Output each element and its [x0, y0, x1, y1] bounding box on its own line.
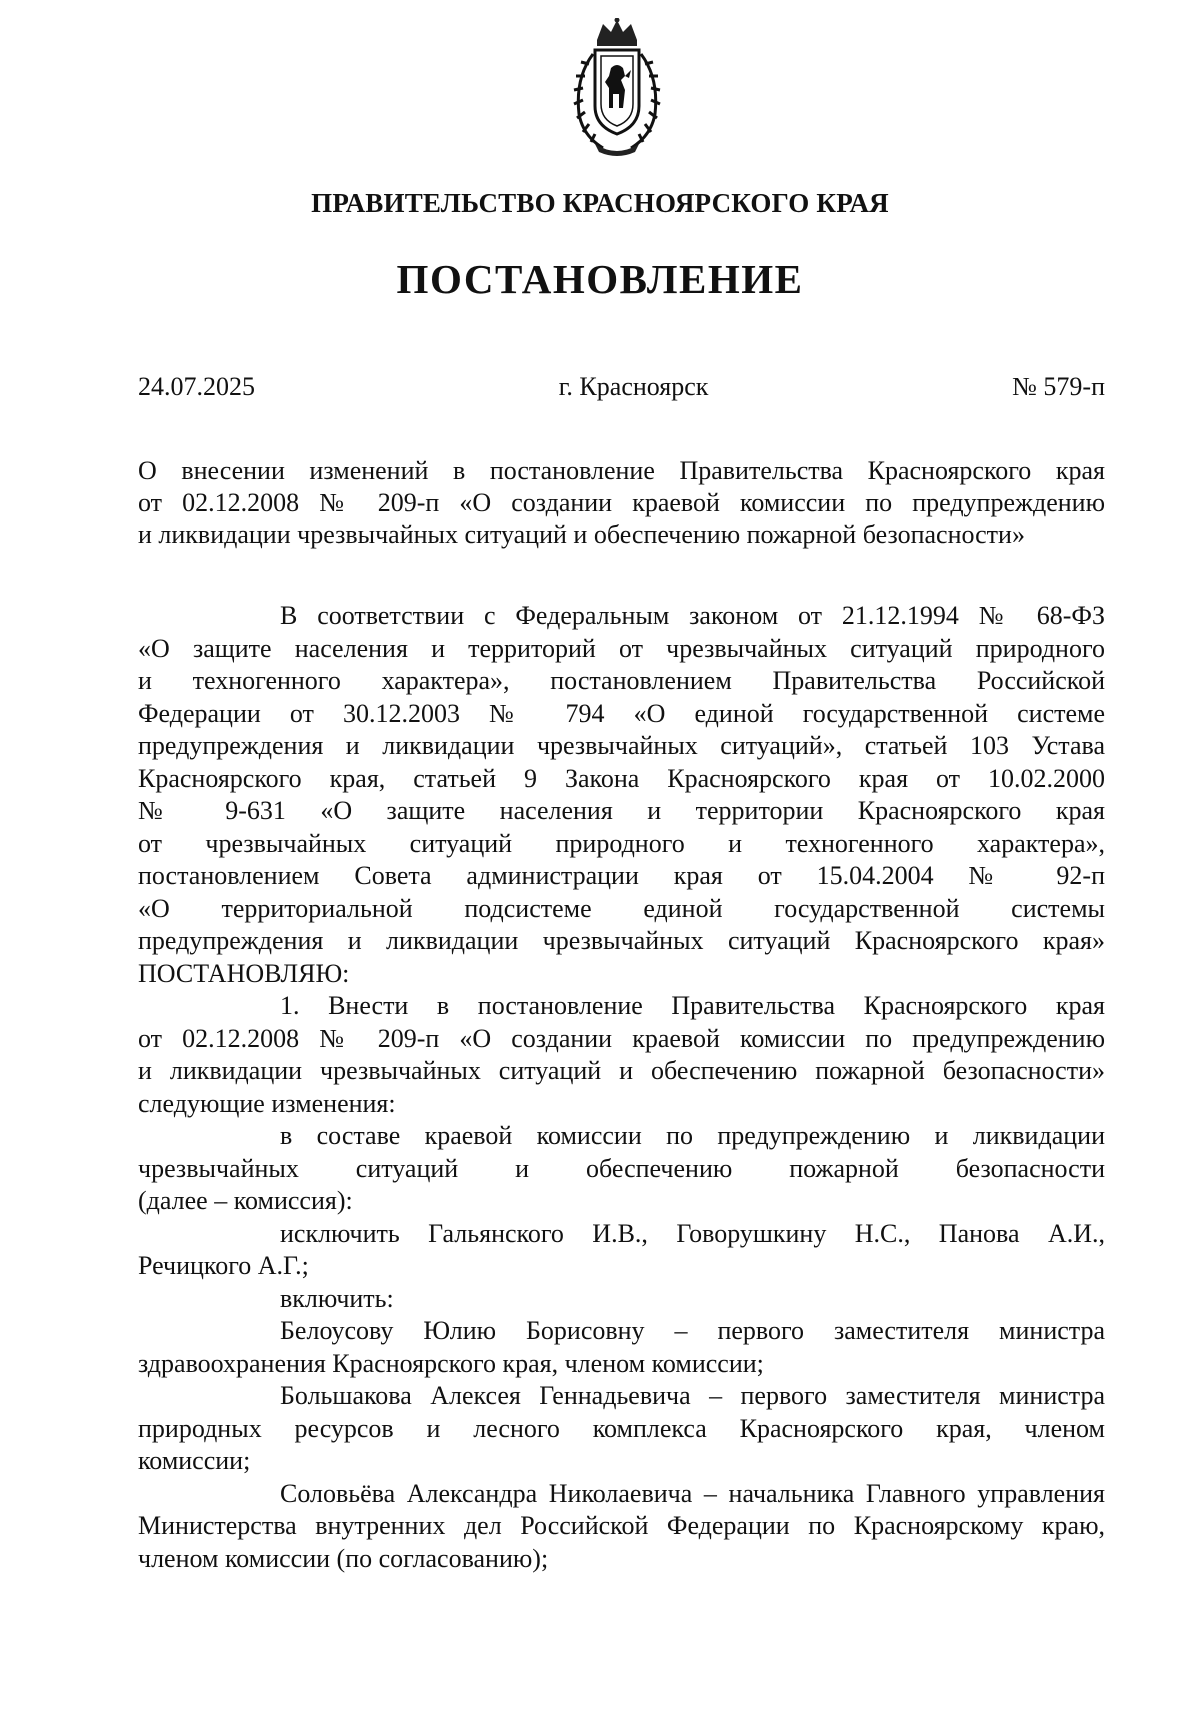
- coat-of-arms-icon: [565, 18, 670, 158]
- member-entry: [138, 1478, 1105, 1576]
- body-line: постановлением Совета администрации края от 15.04.2004 № 92-п: [138, 861, 1105, 890]
- subject-line: и ликвидации чрезвычайных ситуаций и обеспечению пожарной безопасности»: [138, 520, 1025, 549]
- body-line: (далее – комиссия):: [138, 1186, 353, 1215]
- body-line: и ликвидации чрезвычайных ситуаций и обеспечению пожарной безопасности»: [138, 1056, 1105, 1085]
- body-line: предупреждения и ликвидации чрезвычайных ситуаций», статьей 103 Устава: [138, 731, 1105, 760]
- body-line: включить:: [280, 1283, 394, 1313]
- document-meta: [138, 372, 1105, 402]
- item-1-paragraph: [138, 990, 1105, 1120]
- body-line: комиссии;: [138, 1446, 251, 1475]
- body-line: Красноярского края, статьей 9 Закона Красноярского края от 10.02.2000: [138, 763, 1105, 793]
- document-date: 24.07.2025: [138, 372, 255, 401]
- body-line: Большакова Алексея Геннадьевича – первого заместителя министра: [280, 1381, 1105, 1410]
- member-entry: [138, 1315, 1105, 1380]
- subject-line: от 02.12.2008 № 209-п «О создании краевой комиссии по предупреждению: [138, 488, 1105, 517]
- document-type-title: ПОСТАНОВЛЕНИЕ: [396, 256, 804, 302]
- subject-line: О внесении изменений в постановление Правительства Красноярского края: [138, 456, 1105, 485]
- preamble-paragraph: [138, 600, 1105, 990]
- member-entry: [138, 1380, 1105, 1478]
- include-label: [138, 1283, 1105, 1316]
- document-body: [138, 600, 1105, 1575]
- body-line: природных ресурсов и лесного комплекса Красноярского края, членом: [138, 1413, 1105, 1443]
- body-line: и техногенного характера», постановлением Правительства Российской: [138, 666, 1105, 695]
- government-title: ПРАВИТЕЛЬСТВО КРАСНОЯРСКОГО КРАЯ: [311, 188, 889, 218]
- body-line: Соловьёва Александра Николаевича – начальника Главного управления: [280, 1478, 1105, 1508]
- body-line: исключить Гальянского И.В., Говорушкину Н.С., Панова А.И.,: [280, 1218, 1105, 1248]
- document-subject: [138, 455, 1105, 551]
- body-line: от чрезвычайных ситуаций природного и техногенного характера»,: [138, 828, 1105, 858]
- body-line: членом комиссии (по согласованию);: [138, 1543, 549, 1573]
- composition-paragraph: [138, 1120, 1105, 1218]
- body-line: 1. Внести в постановление Правительства Красноярского края: [280, 991, 1105, 1020]
- body-line: Речицкого А.Г.;: [138, 1251, 309, 1280]
- exclude-paragraph: [138, 1218, 1105, 1283]
- body-line: в составе краевой комиссии по предупреждению и ликвидации: [280, 1121, 1105, 1150]
- body-line: предупреждения и ликвидации чрезвычайных ситуаций Красноярского края»: [138, 926, 1105, 955]
- body-line: В соответствии с Федеральным законом от 21.12.1994 № 68-ФЗ: [280, 601, 1105, 630]
- body-line: Белоусову Юлию Борисовну – первого заместителя министра: [280, 1316, 1105, 1345]
- body-line: от 02.12.2008 № 209-п «О создании краевой комиссии по предупреждению: [138, 1023, 1105, 1053]
- body-line: чрезвычайных ситуаций и обеспечению пожарной безопасности: [138, 1153, 1105, 1183]
- body-line: «О территориальной подсистеме единой государственной системы: [138, 893, 1105, 923]
- body-line: здравоохранения Красноярского края, членом комиссии;: [138, 1348, 764, 1378]
- body-line: № 9-631 «О защите населения и территории Красноярского края: [138, 796, 1105, 825]
- document-city: г. Красноярск: [558, 372, 709, 401]
- decree-word: ПОСТАНОВЛЯЮ:: [138, 958, 350, 988]
- body-line: Федерации от 30.12.2003 № 794 «О единой государственной системе: [138, 698, 1105, 728]
- body-line: Министерства внутренних дел Российской Федерации по Красноярскому краю,: [138, 1511, 1105, 1540]
- document-number: № 579-п: [1012, 372, 1105, 401]
- body-line: следующие изменения:: [138, 1088, 396, 1118]
- body-line: «О защите населения и территорий от чрезвычайных ситуаций природного: [138, 633, 1105, 663]
